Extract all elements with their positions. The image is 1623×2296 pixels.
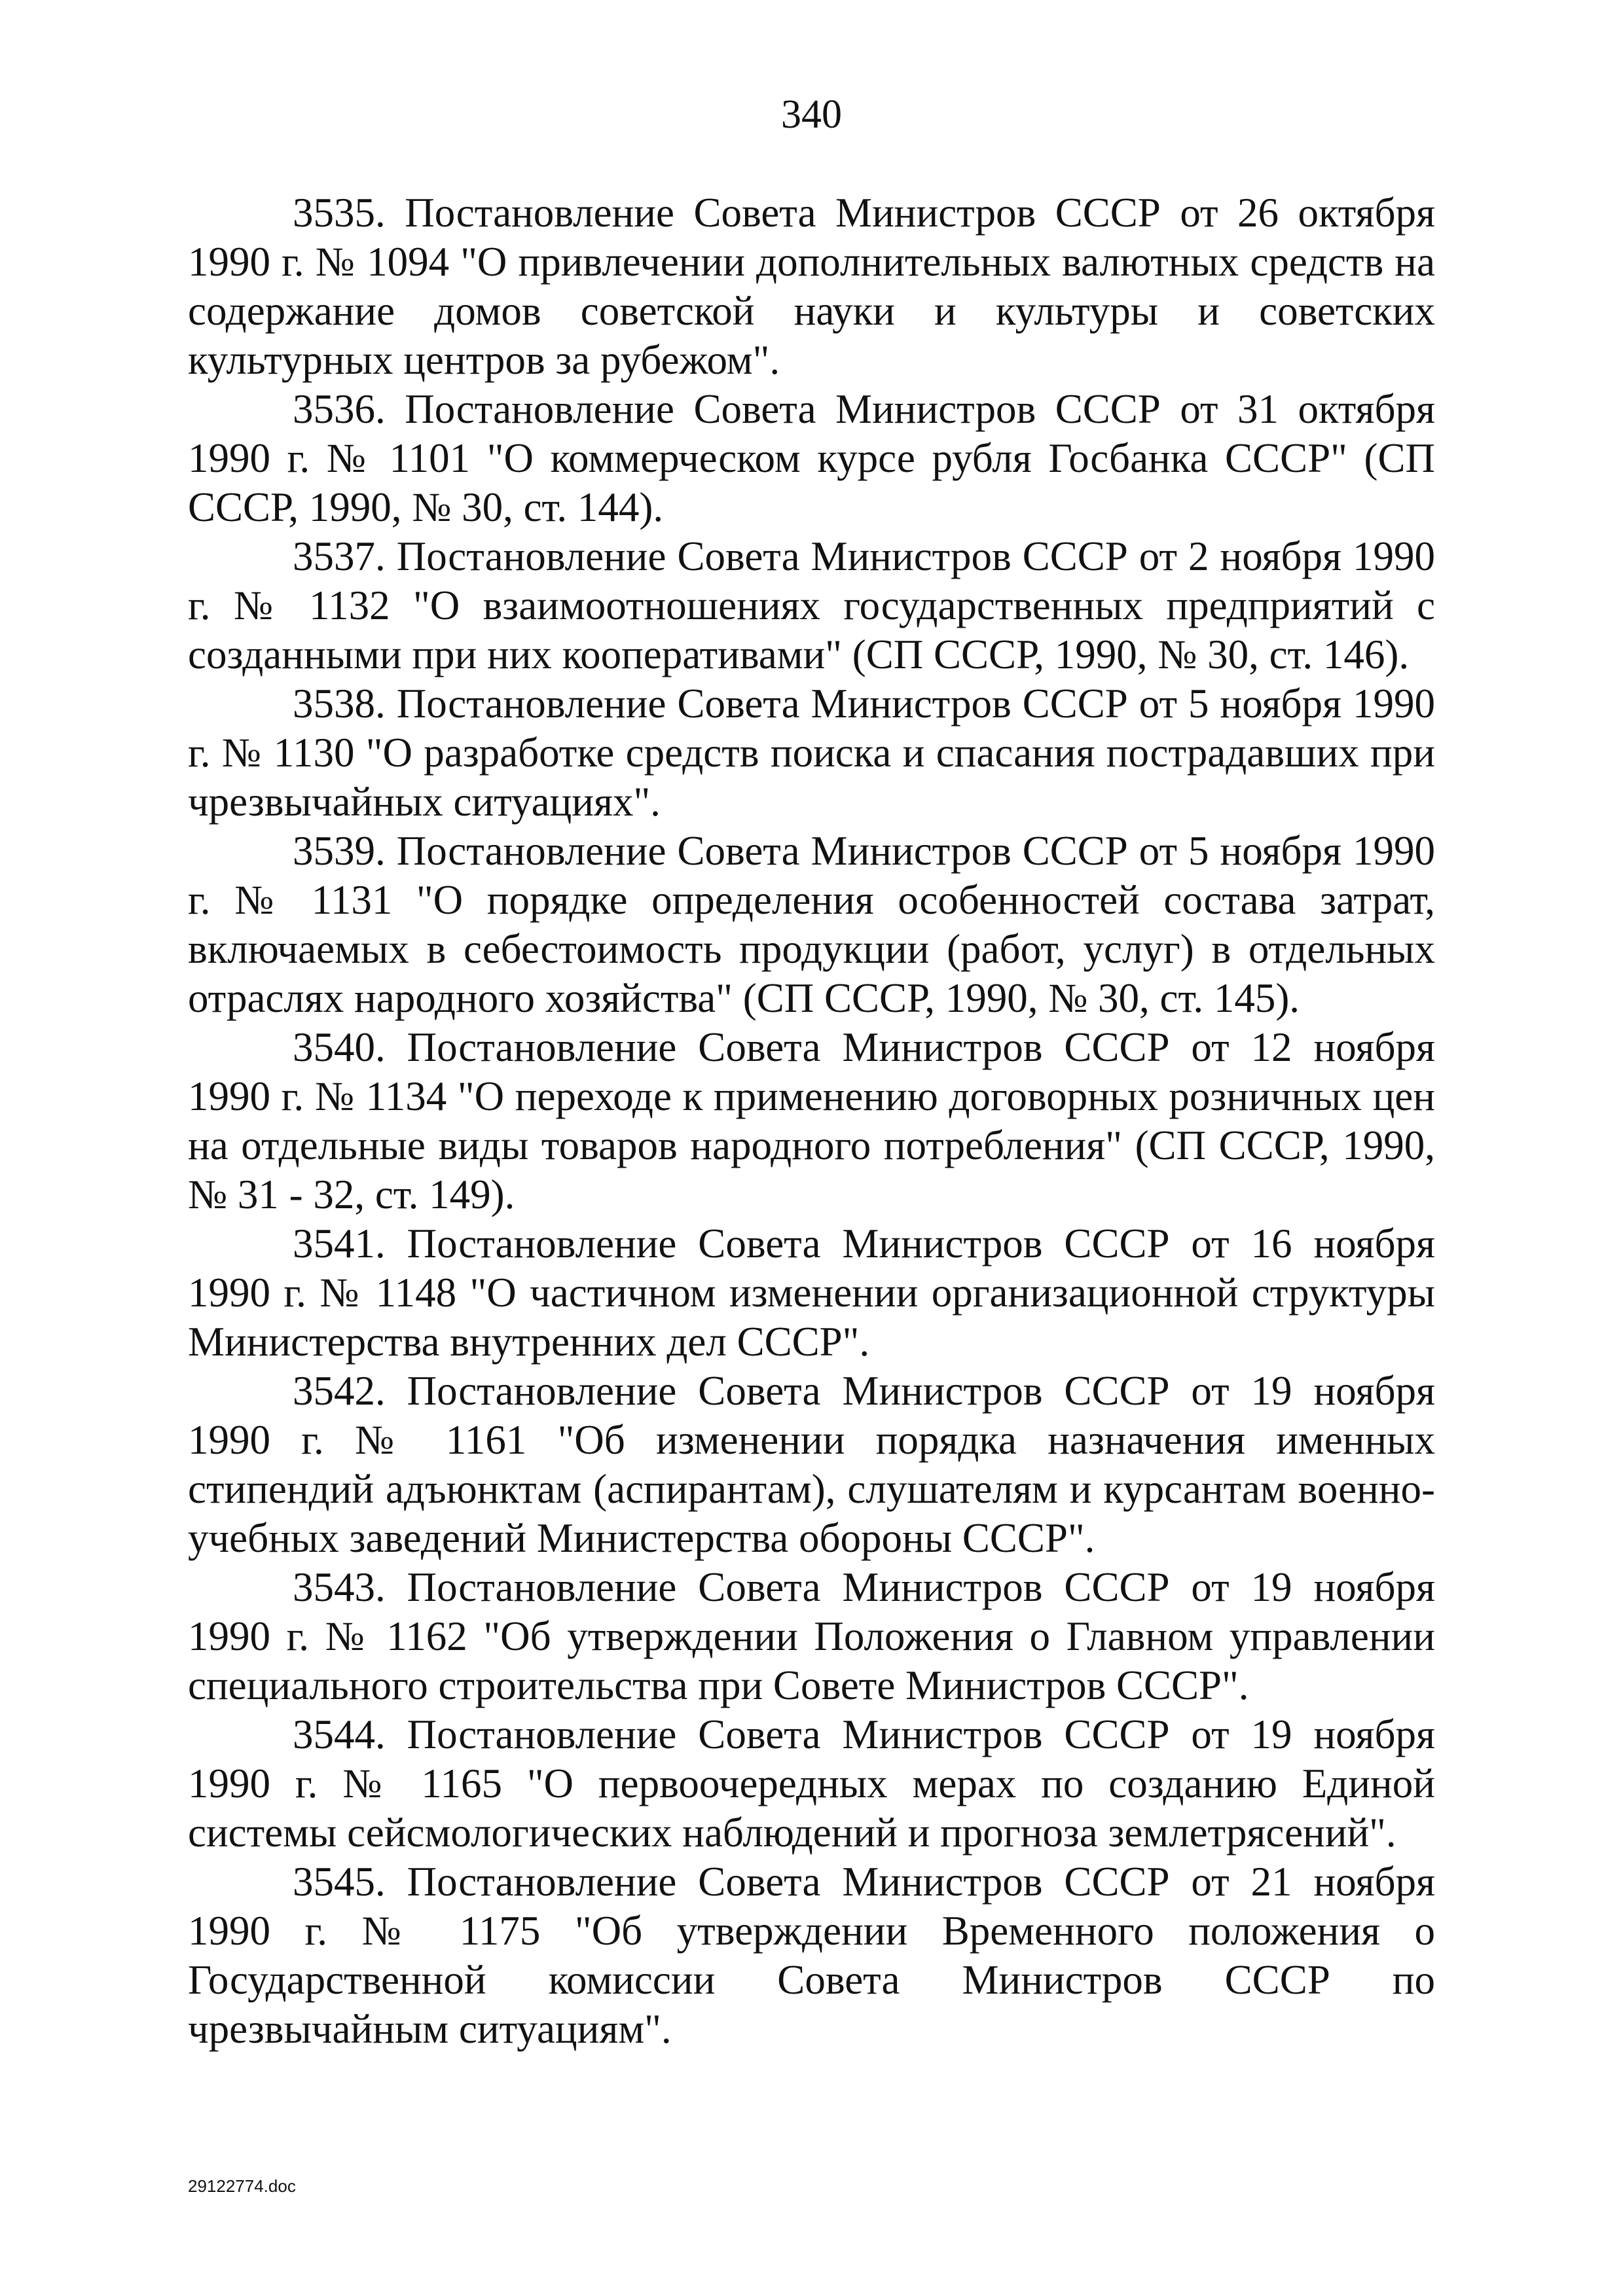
list-item: 3536. Постановление Совета Министров СССР от 31 октября 1990 г. № 1101 "О коммерческом курсе рубля Госбанка СССР" (СП СССР, 1990, № 30, ст. 144). [188, 386, 1435, 530]
list-item: 3544. Постановление Совета Министров СССР от 19 ноября 1990 г. № 1165 "О первоочередных мерах по созданию Единой системы сейсмологических наблюдений и прогноза землетрясений". [188, 1712, 1435, 1856]
page-number: 340 [781, 92, 842, 137]
list-item: 3541. Постановление Совета Министров СССР от 16 ноября 1990 г. № 1148 "О частичном изменении организационной структуры Министерства внутренних дел СССР". [188, 1221, 1435, 1365]
list-item: 3539. Постановление Совета Министров СССР от 5 ноября 1990 г. № 1131 "О порядке определения особенностей состава затрат, включаемых в себестоимость продукции (работ, услуг) в отдельных отраслях народного хозяйства" (СП СССР, 1990, № 30, ст. 145). [188, 828, 1435, 1021]
list-item: 3543. Постановление Совета Министров СССР от 19 ноября 1990 г. № 1162 "Об утверждении Положения о Главном управлении специального строительства при Совете Министров СССР". [188, 1564, 1435, 1708]
file-name-footer: 29122774.doc [188, 2176, 296, 2196]
list-item: 3540. Постановление Совета Министров СССР от 12 ноября 1990 г. № 1134 "О переходе к применению договорных розничных цен на отдельные виды товаров народного потребления" (СП СССР, 1990, № 31 - 32, ст. 149). [188, 1024, 1435, 1217]
list-item: 3535. Постановление Совета Министров СССР от 26 октября 1990 г. № 1094 "О привлечении дополнительных валютных средств на содержание домов советской науки и культуры и советских культурных центров за рубежом". [188, 190, 1435, 383]
list-item: 3545. Постановление Совета Министров СССР от 21 ноября 1990 г. № 1175 "Об утверждении Временного положения о Государственной комиссии Совета Министров СССР по чрезвычайным ситуациям". [188, 1859, 1435, 2052]
list-item: 3537. Постановление Совета Министров СССР от 2 ноября 1990 г. № 1132 "О взаимоотношениях государственных предприятий с созданными при них кооперативами" (СП СССР, 1990, № 30, ст. 146). [188, 533, 1435, 677]
list-item: 3538. Постановление Совета Министров СССР от 5 ноября 1990 г. № 1130 "О разработке средств поиска и спасания пострадавших при чрезвычайных ситуациях". [188, 681, 1435, 825]
list-item: 3542. Постановление Совета Министров СССР от 19 ноября 1990 г. № 1161 "Об изменении порядка назначения именных стипендий адъюнктам (аспирантам), слушателям и курсантам военно-учебных заведений Министерства обороны СССР". [188, 1368, 1435, 1561]
document-body [188, 188, 1435, 2054]
